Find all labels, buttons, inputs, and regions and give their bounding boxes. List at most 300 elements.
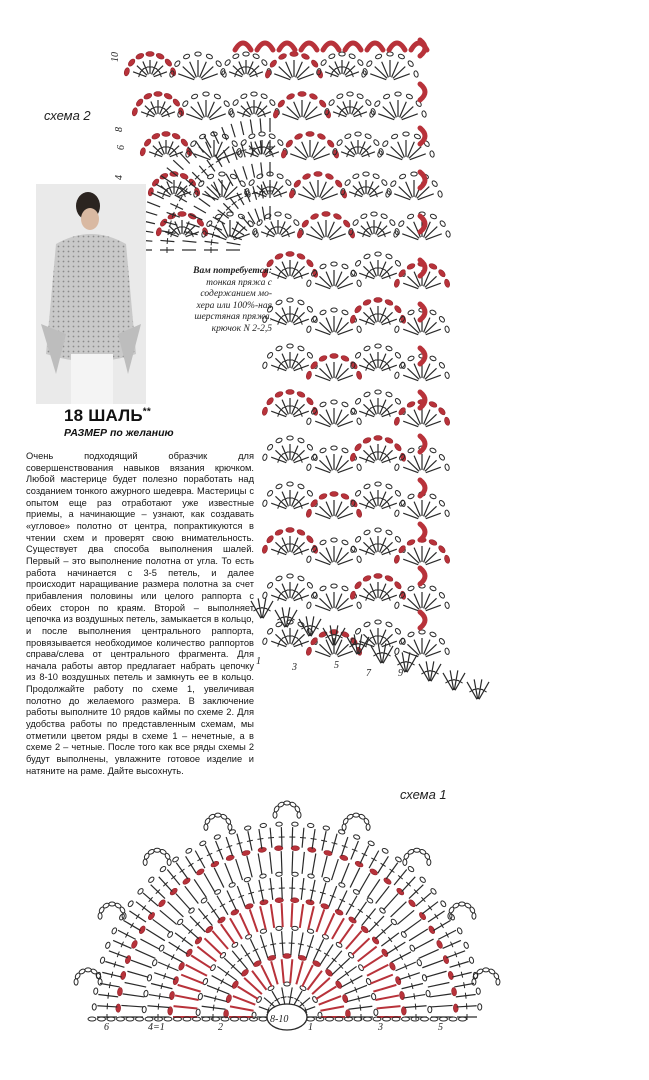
chain-loop	[240, 139, 247, 146]
stitch-mark	[346, 931, 362, 949]
stitch-mark	[409, 929, 428, 941]
chain-loop	[139, 147, 146, 156]
chain-loop	[273, 812, 277, 818]
stitch-mark	[227, 242, 241, 244]
stitch-cross	[268, 837, 274, 838]
chain-loop	[393, 555, 400, 564]
chain-loop	[323, 825, 330, 830]
chain-loop	[437, 190, 443, 197]
chain-loop	[297, 345, 304, 351]
chain-loop	[147, 911, 156, 921]
chain-loop	[306, 444, 313, 451]
chain-loop	[285, 139, 294, 149]
chain-loop	[331, 538, 337, 542]
chain-loop	[123, 67, 130, 76]
chain-loop	[297, 229, 304, 238]
chain-loop	[297, 812, 301, 818]
chain-loop	[292, 926, 299, 931]
chain-loop	[320, 59, 327, 66]
chain-loop	[305, 259, 314, 269]
stitch-mark	[339, 924, 353, 944]
chain-loop	[286, 390, 294, 395]
chain-loop	[92, 1004, 96, 1011]
stitch-mark	[318, 222, 325, 238]
chain-loop	[354, 398, 361, 405]
chain-loop	[366, 824, 370, 830]
chain-loop	[266, 352, 273, 359]
stitch-cross	[259, 191, 265, 192]
chain-loop	[310, 213, 320, 221]
chain-loop	[394, 260, 401, 267]
stitch-mark	[282, 959, 284, 983]
stitch-mark	[408, 142, 415, 158]
picot-mark	[420, 84, 425, 100]
base-chain	[316, 1017, 324, 1021]
picot-mark	[420, 216, 425, 232]
chain-loop	[274, 528, 284, 536]
chain-loop	[261, 59, 268, 66]
chain-loop	[200, 897, 208, 904]
chain-loop	[430, 213, 437, 219]
stitch-cross	[211, 909, 216, 912]
scallop-mark	[235, 43, 251, 50]
chain-loop	[283, 954, 291, 959]
chain-loop	[373, 139, 380, 146]
chain-loop	[422, 974, 428, 981]
chain-loop	[444, 464, 450, 471]
chain-loop	[117, 987, 123, 996]
chain-loop	[398, 269, 407, 279]
chain-loop	[148, 876, 155, 883]
chain-loop	[293, 219, 300, 226]
stitch-cross	[184, 188, 187, 193]
chain-loop	[100, 957, 106, 964]
chain-loop	[356, 509, 363, 518]
chain-loop	[444, 555, 451, 564]
chain-loop	[407, 309, 414, 315]
chain-loop	[407, 60, 414, 67]
stitch-cross	[161, 983, 162, 989]
stitch-cross	[270, 944, 276, 945]
chain-loop	[444, 602, 450, 609]
stitch-mark	[212, 931, 228, 949]
chain-loop	[444, 372, 450, 379]
chain-loop	[228, 824, 232, 830]
title-block	[64, 406, 174, 439]
chain-loop	[322, 212, 330, 217]
chain-loop	[341, 447, 348, 453]
stitch-mark	[255, 209, 260, 222]
chain-loop	[252, 53, 259, 59]
chain-loop	[382, 140, 389, 147]
chain-loop	[363, 253, 370, 259]
chain-loop	[407, 899, 416, 908]
chain-loop	[293, 179, 302, 189]
stitch-mark	[230, 918, 242, 939]
stitch-mark	[231, 124, 235, 137]
materials-line: шерстяная пряжа,	[194, 312, 272, 322]
chain-loop	[444, 648, 450, 655]
stitch-mark	[322, 856, 327, 877]
chain-loop	[305, 647, 312, 656]
stitch-mark	[153, 919, 171, 932]
stitch-mark	[140, 939, 159, 949]
stitch-mark	[191, 955, 211, 968]
chain-loop	[306, 132, 314, 137]
chain-loop	[231, 980, 240, 990]
chain-loop	[438, 500, 445, 507]
chain-loop	[223, 100, 230, 107]
chain-loop	[403, 859, 407, 865]
chain-loop	[387, 52, 393, 56]
chain-loop	[394, 648, 400, 655]
stitch-mark	[168, 902, 184, 917]
chain-loop	[385, 391, 392, 397]
chain-loop	[154, 92, 162, 97]
chain-loop	[341, 539, 348, 545]
stitch-cross	[435, 914, 438, 919]
chain-loop	[307, 823, 314, 828]
chain-loop	[363, 483, 370, 489]
stitch-mark	[240, 913, 250, 935]
chain-loop	[172, 856, 180, 863]
stitch-mark	[181, 975, 203, 984]
picot-mark	[420, 568, 425, 584]
stitch-mark	[174, 1006, 198, 1008]
stitch-cross	[168, 229, 169, 235]
scallop-mark	[411, 43, 427, 50]
chain-loop	[438, 362, 445, 369]
chain-loop	[427, 859, 431, 865]
materials-line: крючок N 2-2,5	[211, 323, 272, 334]
chain-loop	[394, 326, 400, 333]
stitch-cross	[288, 997, 294, 998]
chain-loop	[344, 179, 351, 186]
chain-loop	[331, 400, 337, 404]
chain-loop	[244, 903, 254, 910]
stitch-mark	[290, 959, 292, 983]
chain-loop	[437, 407, 446, 417]
chain-loop	[289, 189, 296, 198]
stitch-mark	[308, 906, 314, 929]
chain-loop	[286, 528, 294, 533]
stitch-cross	[324, 953, 329, 956]
chain-loop	[287, 344, 293, 348]
scallop-mark	[345, 43, 361, 50]
chain-loop	[430, 888, 437, 895]
chain-loop	[478, 1004, 482, 1011]
chain-loop	[276, 173, 283, 179]
chain-loop	[366, 897, 374, 904]
size-note: РАЗМЕР по желанию	[64, 427, 174, 439]
chain-loop	[352, 173, 359, 179]
stitch-mark	[160, 910, 177, 924]
chain-loop	[348, 53, 355, 59]
chain-loop	[296, 252, 306, 260]
stitch-cross	[257, 839, 263, 840]
chain-loop	[444, 279, 451, 288]
chain-loop	[469, 957, 475, 964]
stitch-mark	[271, 961, 278, 984]
chain-loop	[210, 860, 220, 868]
chain-loop	[298, 92, 306, 97]
chain-loop	[228, 108, 234, 115]
chain-loop	[342, 824, 346, 830]
chain-loop	[93, 988, 98, 995]
chain-loop	[428, 400, 438, 408]
stitch-cross	[414, 993, 415, 999]
chain-loop	[285, 179, 292, 186]
chain-loop	[206, 53, 213, 59]
chain-loop	[429, 150, 435, 157]
chain-loop	[393, 305, 402, 315]
row-number: 6	[116, 145, 127, 150]
chain-loop	[232, 53, 239, 59]
stitch-mark	[185, 886, 199, 903]
stitch-mark	[260, 118, 261, 132]
chain-loop	[347, 92, 353, 96]
stitch-cross	[464, 982, 465, 988]
description-paragraph: Очень подходящий образчик для совершенствования навыков вязания крючком. Любой мастерице будет полезно поработать над созданием тонкого ажурного шедевра. Мастерицы с опытом еще раз отработают уже известные приемы, а начинающие – узнают, как создавать «угловое» полотно от центра, попрактикуются в чтении схем и проверят свою внимательность. Существует два способа выполнения шалей. Первый – это выполнение полотна от угла. То есть работа начинается с 3-5 петель, и далее происходит наращивание размера полотна за счет прибавления половины или целого раппорта с обеих сторон по краям. Второй – выполняет цепочка из воздушных петель, замыкается в кольцо, и после выполнения центрального раппорта, провязывается необходимое количество раппортов справа/слева от центрального фрагмента. Для начала работы автор предлагает набрать цепочку из 8-10 воздушных петель и замкнуть ее в кольцо. Продолжайте работу по схеме 1, увеличивая полотно до желаемого размера. В заключение работы выполните 10 рядов каймы по схеме 2. Для удобства работы по представленным схемам, мы отметили цветом ряды в схеме 1 – нечетные, а в схеме 2 – четные. После того как все ряды схемы 2 будут выполнены, увлажните готовое изделие и натяните на раме. Дайте высохнуть.	[26, 451, 254, 776]
chain-loop	[317, 133, 327, 141]
stitch-cross	[310, 890, 316, 891]
chain-loop	[183, 53, 190, 59]
chain-loop	[284, 213, 291, 219]
stitch-mark	[341, 863, 349, 883]
chain-loop	[244, 877, 251, 883]
stitch-mark	[222, 222, 229, 238]
stitch-mark	[243, 166, 247, 179]
row-label: 8-10	[270, 1014, 289, 1025]
stitch-cross	[167, 238, 168, 244]
chain-loop	[459, 902, 465, 906]
chain-loop	[306, 418, 312, 425]
stitch-mark	[352, 938, 369, 955]
stitch-mark	[400, 102, 407, 118]
chain-loop	[239, 180, 246, 187]
stitch-cross	[213, 1005, 214, 1011]
chain-loop	[355, 132, 361, 136]
base-chain	[88, 1017, 96, 1021]
chain-loop	[287, 436, 293, 440]
chain-loop	[306, 280, 312, 287]
chain-loop	[286, 252, 294, 257]
chain-loop	[426, 990, 431, 997]
chain-loop	[356, 326, 362, 333]
stitch-mark	[319, 996, 341, 1005]
chain-loop	[372, 173, 379, 179]
chain-loop	[143, 92, 153, 100]
chain-loop	[172, 98, 181, 108]
chain-loop	[394, 536, 401, 543]
chain-loop	[164, 58, 173, 68]
chain-loop	[287, 298, 293, 302]
chain-loop	[385, 253, 392, 259]
stitch-cross	[136, 914, 139, 919]
chain-loop	[357, 59, 364, 66]
chain-loop	[274, 390, 284, 398]
chain-loop	[356, 464, 362, 471]
chain-loop	[394, 464, 400, 471]
chain-loop	[331, 584, 337, 588]
chain-loop	[354, 305, 363, 315]
chain-loop	[385, 483, 392, 489]
chain-loop	[155, 227, 162, 236]
chain-loop	[171, 132, 181, 140]
stitch-cross	[225, 971, 229, 976]
chain-loop	[305, 371, 312, 380]
chain-loop	[260, 93, 267, 99]
stitch-mark	[367, 965, 388, 976]
stitch-mark	[363, 955, 383, 968]
chain-loop	[219, 172, 225, 176]
stitch-mark	[175, 995, 199, 1000]
chain-loop	[354, 860, 364, 868]
chain-loop	[444, 417, 451, 426]
chain-loop	[182, 100, 189, 107]
stitch-mark	[208, 102, 215, 118]
chain-loop	[354, 628, 361, 635]
chain-loop	[407, 493, 414, 499]
chain-loop	[406, 400, 416, 408]
stitch-mark	[403, 919, 421, 932]
chain-loop	[381, 179, 388, 186]
chain-loop	[152, 959, 158, 966]
stitch-mark	[430, 994, 452, 997]
base-chain	[117, 1017, 125, 1021]
row-label: 5	[438, 1022, 443, 1033]
chain-loop	[224, 59, 231, 66]
row-number: 5	[334, 660, 339, 671]
chain-loop	[363, 172, 369, 176]
chain-loop	[195, 868, 205, 876]
chain-loop	[341, 585, 348, 591]
chain-loop	[341, 309, 348, 315]
chain-loop	[151, 132, 161, 140]
chain-loop	[319, 447, 326, 453]
chain-loop	[429, 447, 436, 453]
chain-loop	[231, 140, 238, 147]
chain-loop	[429, 355, 436, 361]
stitch-mark	[368, 879, 380, 897]
picot-mark	[420, 436, 425, 452]
stitch-mark	[197, 947, 216, 962]
row-number: 1	[256, 656, 261, 667]
row-number: 8	[114, 127, 125, 132]
chain-loop	[407, 631, 414, 637]
model-photo	[36, 184, 146, 404]
chain-loop	[393, 279, 400, 288]
stitch-cross	[358, 909, 363, 912]
chain-loop	[328, 53, 335, 59]
row-label: 6	[104, 1022, 109, 1033]
picot-mark	[420, 480, 425, 496]
chain-loop	[225, 854, 235, 861]
stitch-mark	[147, 202, 160, 207]
picot-mark	[420, 524, 425, 540]
stitch-mark	[186, 965, 207, 976]
chain-loop	[356, 556, 362, 563]
stitch-mark	[252, 164, 255, 178]
chain-loop	[262, 592, 268, 599]
stitch-mark	[182, 241, 196, 242]
chain-loop	[203, 92, 209, 96]
chain-loop	[308, 874, 315, 879]
chain-loop	[407, 355, 414, 361]
stitch-mark	[250, 119, 252, 133]
chain-loop	[251, 92, 257, 96]
chain-loop	[143, 138, 152, 148]
chain-loop	[215, 813, 221, 817]
chain-loop	[137, 888, 144, 895]
stitch-mark	[176, 894, 191, 910]
chain-loop	[275, 437, 282, 443]
stitch-mark	[225, 863, 233, 883]
chain-loop	[385, 345, 392, 351]
chain-loop	[428, 538, 438, 546]
chain-loop	[262, 362, 268, 369]
chain-loop	[371, 936, 380, 945]
chain-loop	[297, 299, 304, 305]
chain-loop	[310, 59, 319, 69]
stitch-cross	[461, 972, 462, 978]
stitch-mark	[320, 182, 327, 198]
chain-loop	[320, 903, 330, 910]
stitch-mark	[332, 918, 344, 939]
stitch-mark	[135, 949, 155, 958]
chain-loop	[310, 499, 319, 509]
stitch-mark	[392, 62, 399, 78]
chain-loop	[398, 545, 407, 555]
chain-loop	[403, 132, 409, 136]
chain-loop	[215, 60, 222, 67]
chain-loop	[167, 859, 171, 865]
chain-loop	[437, 545, 446, 555]
stitch-mark	[234, 170, 240, 183]
stitch-mark	[178, 985, 201, 992]
stitch-mark	[198, 102, 205, 118]
stitch-mark	[312, 142, 319, 158]
materials-line: содержанием мо-	[200, 289, 272, 299]
chain-loop	[261, 407, 268, 416]
stitch-mark	[241, 121, 244, 135]
chain-loop	[105, 942, 111, 949]
chain-loop	[419, 876, 426, 883]
chain-loop	[444, 510, 450, 517]
chain-loop	[438, 454, 445, 461]
stitch-mark	[199, 198, 210, 206]
chain-loop	[301, 53, 311, 61]
chain-loop	[243, 52, 249, 56]
chain-loop	[374, 298, 382, 303]
stitch-mark	[397, 910, 414, 924]
chain-loop	[341, 401, 348, 407]
stitch-mark	[312, 854, 316, 876]
chain-loop	[302, 173, 312, 181]
stitch-cross	[211, 239, 212, 245]
row-number: 10	[110, 52, 121, 62]
stitch-mark	[186, 223, 199, 227]
stitch-mark	[377, 1006, 401, 1008]
stitch-mark	[204, 873, 215, 892]
scheme1-label: схема 1	[400, 787, 447, 802]
chain-loop	[191, 93, 198, 99]
chain-loop	[380, 213, 387, 219]
chain-loop	[120, 971, 127, 980]
chain-loop	[301, 219, 310, 229]
stitch-cross	[311, 839, 317, 840]
stitch-cross	[109, 982, 110, 988]
